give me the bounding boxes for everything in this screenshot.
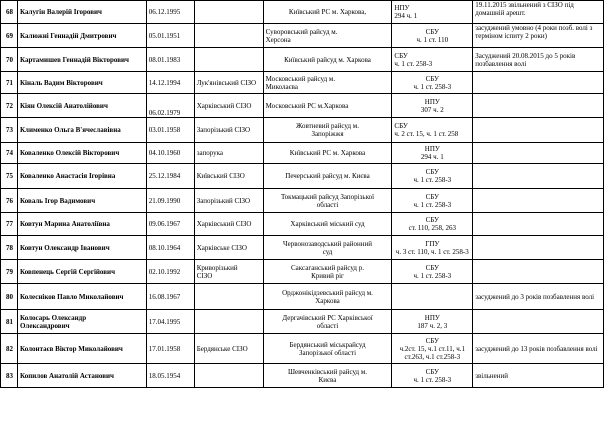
table-row <box>1 164 604 189</box>
agency-article: СБУ ч. 1 ст. 258-3 <box>392 189 473 213</box>
person-name: Калугін Валерій Ігорович <box>17 1 146 24</box>
agency-article: СБУ ч. 2 ст. 15, ч. 1 ст. 258 <box>392 118 473 143</box>
detention-place <box>194 284 263 310</box>
agency-article: НПУ 307 ч. 2 <box>392 94 473 118</box>
status-note: засуджений до 3 років позбавлення волі <box>473 284 604 310</box>
status-note <box>473 213 604 236</box>
court-name: Київський райсуд м. Харкова <box>263 48 392 72</box>
birth-date: 06.02.1979 <box>146 94 194 118</box>
table-row <box>1 364 604 388</box>
agency-article: СБУ ч. 1 ст. 258-3 <box>392 164 473 189</box>
person-name: Коваль Ігор Вадимович <box>17 189 146 213</box>
row-number: 72 <box>1 94 18 118</box>
person-name: Ковпенець Сергій Сергійович <box>17 260 146 284</box>
agency-article: ГПУ ч. 3 ст. 110, ч. 1 ст. 258-3 <box>392 236 473 260</box>
table-row <box>1 94 604 118</box>
person-name: Ковтун Олександр Іванович <box>17 236 146 260</box>
status-note <box>473 164 604 189</box>
table-row <box>1 72 604 94</box>
table-row <box>1 118 604 143</box>
status-note <box>473 72 604 94</box>
agency-article: СБУ ст. 110, 258, 263 <box>392 213 473 236</box>
birth-date: 06.12.1995 <box>146 1 194 24</box>
court-name: Київський РС м. Харкова, <box>263 1 392 24</box>
table-row <box>1 284 604 310</box>
detention-place <box>194 24 263 48</box>
row-number: 77 <box>1 213 18 236</box>
row-number: 68 <box>1 1 18 24</box>
court-name: Суворовський райсуд м. Херсона <box>263 24 392 48</box>
table-row <box>1 1 604 24</box>
court-name: Орджонікідзевський райсуд м. Харкова <box>263 284 392 310</box>
agency-article <box>392 284 473 310</box>
detention-place <box>194 364 263 388</box>
detention-place: Запорізький СІЗО <box>194 189 263 213</box>
row-number: 79 <box>1 260 18 284</box>
person-name: Коваленко Олексій Вікторович <box>17 143 146 164</box>
row-number: 80 <box>1 284 18 310</box>
detention-place: запорука <box>194 143 263 164</box>
detention-place: Бердянське СІЗО <box>194 334 263 364</box>
court-name: Саксаганський райсуд р. Кривий ріг <box>263 260 392 284</box>
status-note: засуджений умовно (4 роки позб. волі з терміном іспиту 2 роки) <box>473 24 604 48</box>
court-name: Харківський міський суд <box>263 213 392 236</box>
row-number: 75 <box>1 164 18 189</box>
table-row <box>1 334 604 364</box>
table-row <box>1 310 604 334</box>
person-name: Копилов Анатолій Астанович <box>17 364 146 388</box>
agency-article: НПУ 187 ч. 2, 3 <box>392 310 473 334</box>
person-name: Колесніков Павло Миколайович <box>17 284 146 310</box>
agency-article: НПУ 294 ч. 1 <box>392 143 473 164</box>
row-number: 83 <box>1 364 18 388</box>
birth-date: 09.06.1967 <box>146 213 194 236</box>
status-note <box>473 118 604 143</box>
status-note <box>473 143 604 164</box>
detention-place: Запорізький СІЗО <box>194 118 263 143</box>
detention-place: Харківське СІЗО <box>194 236 263 260</box>
row-number: 73 <box>1 118 18 143</box>
birth-date: 17.04.1995 <box>146 310 194 334</box>
agency-article: СБУ ч. 1 ст. 110 <box>392 24 473 48</box>
detention-place: Харківський СІЗО <box>194 94 263 118</box>
row-number: 82 <box>1 334 18 364</box>
court-name: Печерський райсуд м. Києва <box>263 164 392 189</box>
detention-place: Криворізький СІЗО <box>194 260 263 284</box>
birth-date: 05.01.1951 <box>146 24 194 48</box>
birth-date: 14.12.1994 <box>146 72 194 94</box>
detention-place: Харківський СІЗО <box>194 213 263 236</box>
detention-place <box>194 310 263 334</box>
row-number: 81 <box>1 310 18 334</box>
row-number: 78 <box>1 236 18 260</box>
table-row <box>1 24 604 48</box>
court-name: Московський РС м.Харкова <box>263 94 392 118</box>
court-name: Червонозаводський районний суд <box>263 236 392 260</box>
person-name: Клименко Ольга В'ячеславівна <box>17 118 146 143</box>
person-name: Коваленко Анастасія Ігорівна <box>17 164 146 189</box>
person-name: Кіналь Вадим Вікторович <box>17 72 146 94</box>
person-name: Калюжні Геннадій Дмитрович <box>17 24 146 48</box>
birth-date: 03.01.1958 <box>146 118 194 143</box>
person-name: Кіян Олексій Анатолійович <box>17 94 146 118</box>
agency-article: НПУ 294 ч. 1 <box>392 1 473 24</box>
person-name: Колонтаєв Віктор Миколайович <box>17 334 146 364</box>
court-name: Бердянський міськрайсуд Запорізької області <box>263 334 392 364</box>
birth-date: 18.05.1954 <box>146 364 194 388</box>
birth-date: 08.01.1983 <box>146 48 194 72</box>
status-note: 19.11.2015 звільнений з СІЗО під домашній арешт. <box>473 1 604 24</box>
birth-date: 08.10.1964 <box>146 236 194 260</box>
agency-article: СБУ ч. 1 ст. 258-3 <box>392 260 473 284</box>
court-name: Жовтневий райсуд м. Запоріжжя <box>263 118 392 143</box>
birth-date: 17.01.1958 <box>146 334 194 364</box>
court-name: Дергачівський РС Харківської області <box>263 310 392 334</box>
table-row <box>1 260 604 284</box>
court-name: Шевченківський райсуд м. Києва <box>263 364 392 388</box>
status-note: Засуджений 20.08.2015 до 5 років позбавлення волі <box>473 48 604 72</box>
birth-date: 16.08.1967 <box>146 284 194 310</box>
agency-article: СБУ ч. 1 ст. 258-3 <box>392 72 473 94</box>
status-note <box>473 310 604 334</box>
detention-place: Київський СІЗО <box>194 164 263 189</box>
person-name: Колосарь Олександр Олександрович <box>17 310 146 334</box>
person-name: Картамишев Геннадій Вікторович <box>17 48 146 72</box>
table-row <box>1 143 604 164</box>
agency-article: СБУ ч. 1 ст. 258-3 <box>392 364 473 388</box>
table-row <box>1 48 604 72</box>
person-name: Ковтун Марина Анатоліївна <box>17 213 146 236</box>
birth-date: 04.10.1960 <box>146 143 194 164</box>
court-name: Токмацький райсуд Запорізької області <box>263 189 392 213</box>
status-note <box>473 94 604 118</box>
row-number: 69 <box>1 24 18 48</box>
table-row <box>1 189 604 213</box>
court-name: Київський РС м. Харкова <box>263 143 392 164</box>
table-row <box>1 236 604 260</box>
row-number: 71 <box>1 72 18 94</box>
birth-date: 02.10.1992 <box>146 260 194 284</box>
birth-date: 21.09.1990 <box>146 189 194 213</box>
status-note: звільнений <box>473 364 604 388</box>
row-number: 70 <box>1 48 18 72</box>
status-note <box>473 260 604 284</box>
agency-article: СБУ ч. 1 ст. 258-3 <box>392 48 473 72</box>
row-number: 74 <box>1 143 18 164</box>
status-note <box>473 189 604 213</box>
detention-place <box>194 48 263 72</box>
detention-place <box>194 1 263 24</box>
detention-place: Лук'янівський СІЗО <box>194 72 263 94</box>
row-number: 76 <box>1 189 18 213</box>
birth-date: 25.12.1984 <box>146 164 194 189</box>
table-row <box>1 213 604 236</box>
court-name: Московський райсуд м. Миколаєва <box>263 72 392 94</box>
agency-article: СБУ ч.2ст. 15, ч.1 ст.11, ч.1 ст.263, ч.1 ст.258-3 <box>392 334 473 364</box>
status-note <box>473 236 604 260</box>
status-note: засуджений до 13 років позбавлення волі <box>473 334 604 364</box>
